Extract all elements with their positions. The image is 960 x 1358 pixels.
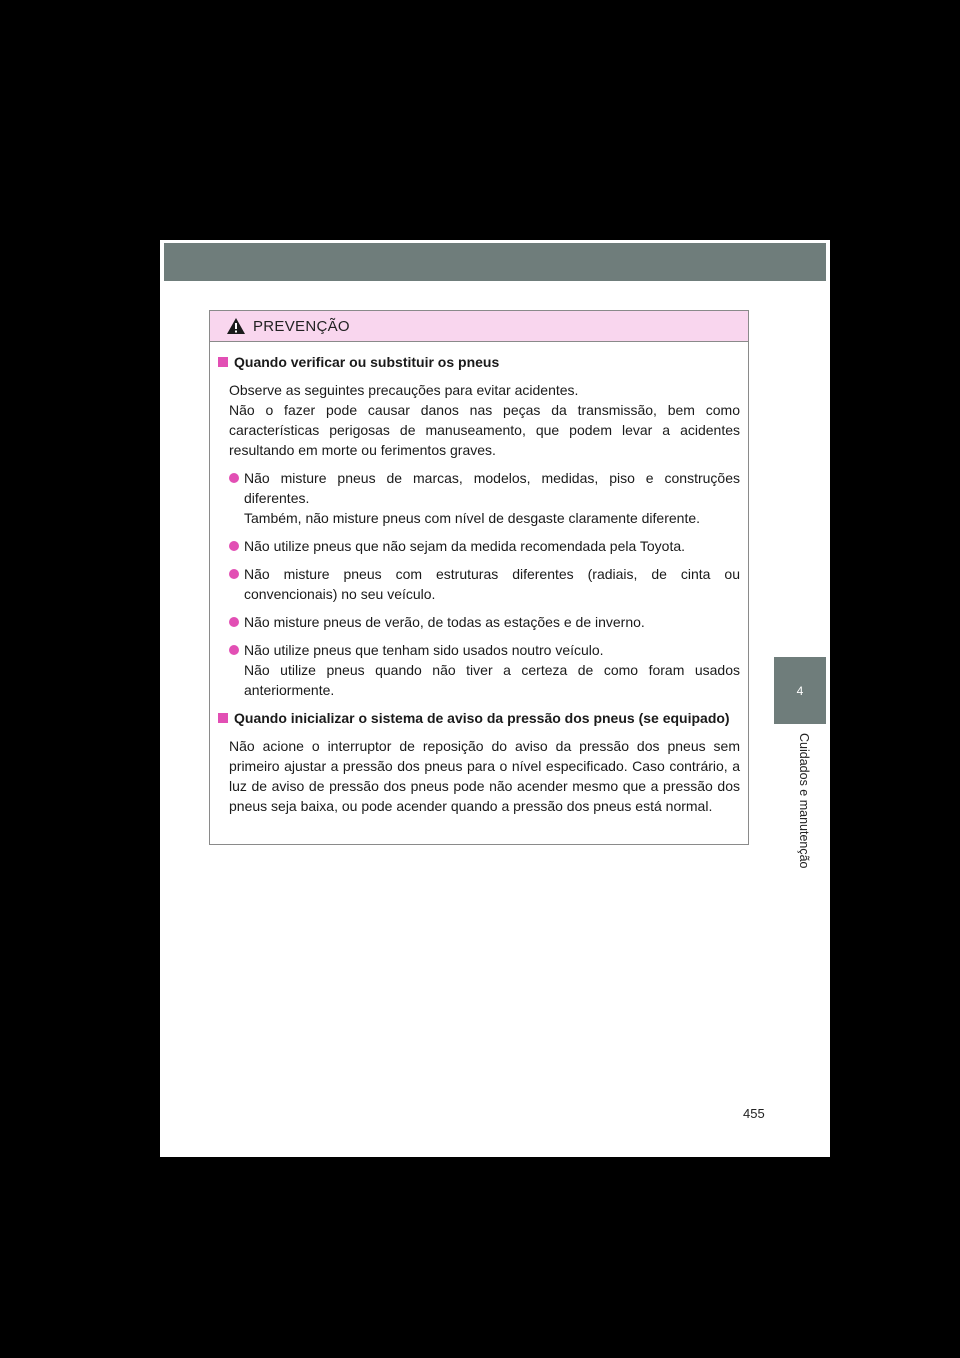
square-bullet-icon	[218, 713, 228, 723]
warning-content	[210, 342, 748, 816]
paragraph: Observe as seguintes precauções para evitar acidentes. Não o fazer pode causar danos nas peças da transmissão, bem como características perigosas de manuseamento, que podem levar a acidentes resultando em morte ou ferimentos graves.	[229, 382, 740, 458]
paragraph: Não acione o interruptor de reposição do aviso da pressão dos pneus sem primeiro ajustar a pressão dos pneus para o nível especificado. Caso contrário, a luz de aviso de pressão dos pneus pode não acender mesmo que a pressão dos pneus seja baixa, ou pode acender quando a pressão dos pneus está normal.	[229, 738, 740, 814]
chapter-number: 4	[796, 683, 804, 698]
list-item: Não utilize pneus que tenham sido usados noutro veículo. Não utilize pneus quando não tiver a certeza de como foram usados anteriormente.	[229, 640, 740, 700]
section-heading: Quando inicializar o sistema de aviso da pressão dos pneus (se equipado)	[218, 708, 740, 728]
list-item: Não misture pneus de marcas, modelos, medidas, piso e construções diferentes. Também, não misture pneus com nível de desgaste claramente diferente.	[229, 468, 740, 528]
warning-header	[210, 311, 748, 342]
round-bullet-icon	[229, 541, 239, 551]
round-bullet-icon	[229, 473, 239, 483]
warning-box	[209, 310, 749, 845]
chapter-tab	[774, 657, 826, 724]
section-heading: Quando verificar ou substituir os pneus	[218, 352, 740, 372]
round-bullet-icon	[229, 569, 239, 579]
square-bullet-icon	[218, 357, 228, 367]
warning-title: PREVENÇÃO	[253, 317, 350, 335]
header-bar	[164, 243, 826, 281]
page-number: 455	[743, 1106, 765, 1121]
list-item: Não misture pneus com estruturas diferentes (radiais, de cinta ou convencionais) no seu veículo.	[229, 564, 740, 604]
round-bullet-icon	[229, 617, 239, 627]
round-bullet-icon	[229, 645, 239, 655]
manual-page	[160, 240, 830, 1157]
list-item: Não misture pneus de verão, de todas as estações e de inverno.	[229, 612, 740, 632]
chapter-label: Cuidados e manutenção	[797, 733, 811, 869]
warning-triangle-icon	[226, 317, 246, 335]
list-item: Não utilize pneus que não sejam da medida recomendada pela Toyota.	[229, 536, 740, 556]
